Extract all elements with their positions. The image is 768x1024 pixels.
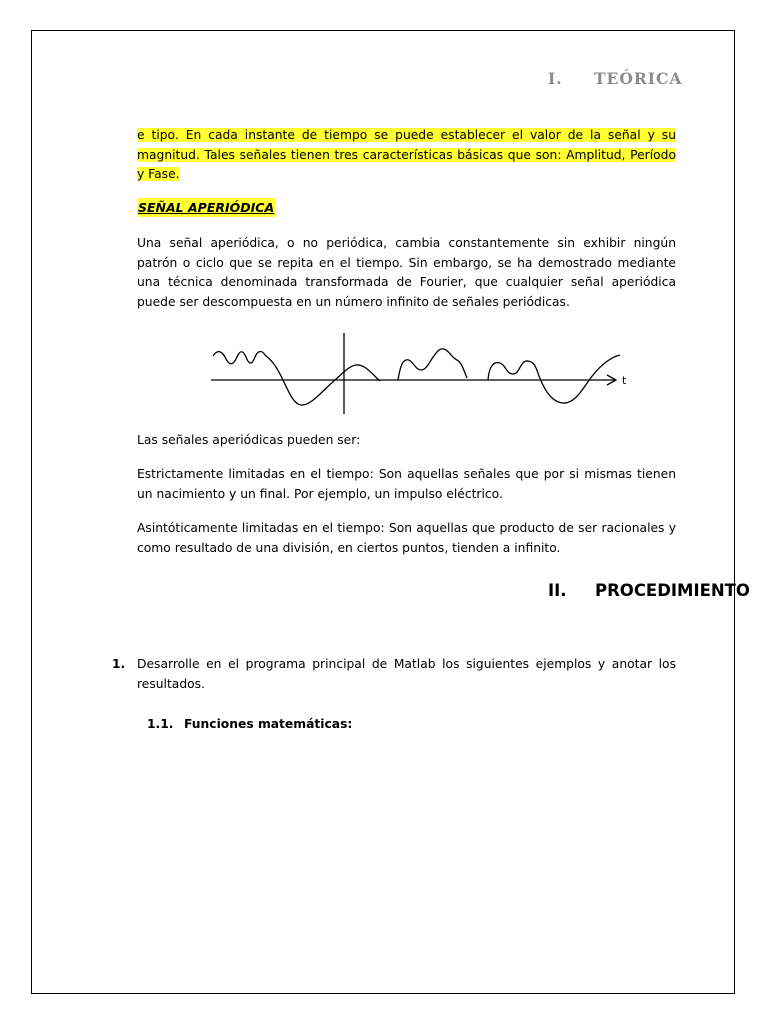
estrictamente-paragraph: Estrictamente limitadas en el tiempo: Son aquellas señales que por si mismas tienen un nacimiento y un final. Por ejemplo, un impulso eléctrico. — [137, 467, 676, 501]
aperiodica-paragraph: Una señal aperiódica, o no periódica, cambia constantemente sin exhibir ningún patrón o ciclo que se repita en el tiempo. Sin embargo, se ha demostrado mediante una técnica denominada transformada de Fourier, que cualquier señal aperiódica puede ser descompuesta en un número infinito de señales periódicas. — [137, 236, 676, 309]
section-number: I. — [548, 69, 563, 88]
list-item — [112, 655, 676, 694]
asintoticamente-paragraph: Asintóticamente limitadas en el tiempo: Son aquellas que producto de ser racionales y como resultado de una división, en ciertos puntos, tienden a infinito. — [137, 521, 676, 555]
sub-list-item-text: Funciones matemáticas: — [184, 717, 353, 731]
list-item-number: 1. — [112, 657, 126, 671]
time-axis-label: t — [622, 374, 627, 387]
highlighted-text: e tipo. En cada instante de tiempo se puede establecer el valor de la señal y su magnitud. Tales señales tienen tres características básicas que son: Amplitud, Período y Fase. — [137, 128, 676, 181]
sub-list-item-number: 1.1. — [147, 717, 174, 731]
pueden-ser-paragraph: Las señales aperiódicas pueden ser: — [137, 433, 361, 447]
signal-curve-2 — [398, 349, 467, 380]
intro-paragraph — [137, 126, 676, 185]
section-title: TEÓRICA — [594, 69, 683, 88]
section-number: II. — [548, 581, 567, 600]
signal-curve-3 — [488, 355, 620, 403]
list-item-text: Desarrolle en el programa principal de Matlab los siguientes ejemplos y anotar los resultados. — [137, 657, 676, 691]
subsection-title-aperiodica: SEÑAL APERIÓDICA — [138, 200, 275, 215]
section-title: PROCEDIMIENTO — [595, 581, 750, 600]
aperiodic-signal-figure — [205, 328, 635, 420]
signal-curve — [213, 351, 380, 405]
